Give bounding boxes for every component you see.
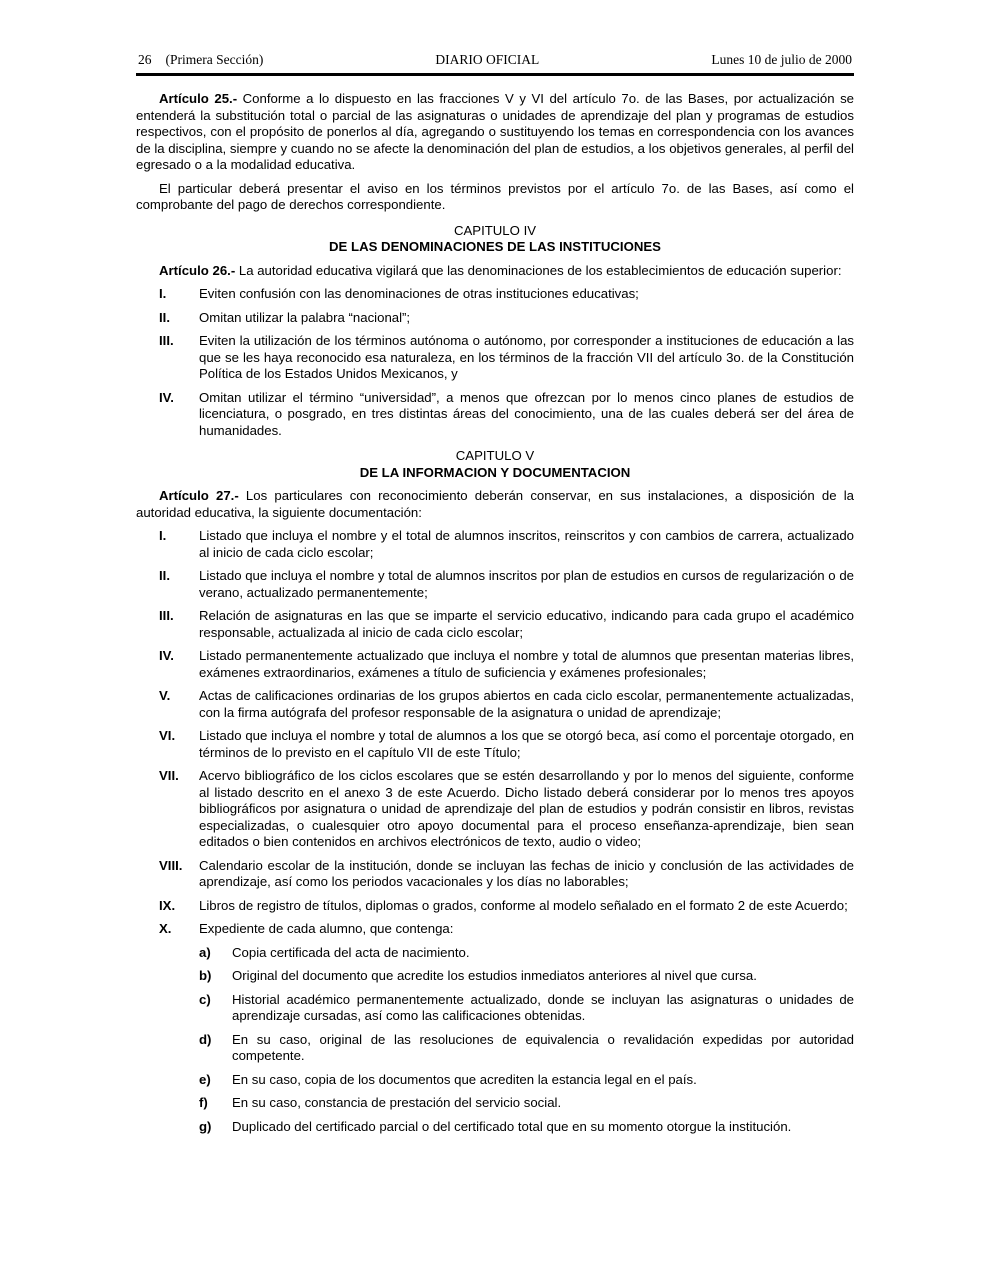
list-item-27-6 xyxy=(159,728,854,761)
sublist-item-text: Duplicado del certificado parcial o del certificado total que en su momento otorgue la institución. xyxy=(232,1118,792,1134)
sublist-item-label: a) xyxy=(199,944,211,960)
list-item-label: III. xyxy=(159,608,174,623)
articulo-26-text: La autoridad educativa vigilará que las denominaciones de los establecimientos de educación superior: xyxy=(238,262,842,278)
sublist-item-text: Copia certificada del acta de nacimiento. xyxy=(232,944,470,960)
sublist-item-b xyxy=(199,968,854,985)
articulo-27-lead: Artículo 27.- xyxy=(159,488,239,503)
articulo-25-text: Conforme a lo dispuesto en las fracciones V y VI del artículo 7o. de las Bases, por actualización se entenderá la substitución total o parcial de las asignaturas o unidades de aprendizaje del plan y programas de estudios respectivos, con el propósito de ponerlos al día, agregando o sustituyendo los temas en correspondencia con los avances de la disciplina, siempre y cuando no se afecte la denominación del plan de estudios, a los objetivos generales, al perfil del egresado o a la modalidad educativa. xyxy=(136,91,854,172)
list-item-text: Omitan utilizar el término “universidad”, a menos que ofrezcan por lo menos cinco planes de estudios de licenciatura, o posgrado, en tres distintas áreas del conocimiento, una de las cuales deberá ser del área de humanidades. xyxy=(199,389,854,438)
document-body xyxy=(136,76,854,1135)
publication-title: DIARIO OFICIAL xyxy=(435,52,540,67)
paragraph-aviso xyxy=(136,181,854,214)
list-item-label: VI. xyxy=(159,728,176,743)
sublist-item-label: d) xyxy=(199,1031,212,1047)
list-item-label: IV. xyxy=(159,648,174,663)
list-item-27-7 xyxy=(159,768,854,851)
chapter-4-title: DE LAS DENOMINACIONES DE LAS INSTITUCIONES xyxy=(329,239,661,254)
sublist-item-label: g) xyxy=(199,1118,212,1134)
sublist-item-text: Original del documento que acredite los estudios inmediatos anteriores al nivel que cursa. xyxy=(232,968,757,983)
paragraph-articulo-27 xyxy=(136,488,854,521)
list-item-label: VIII. xyxy=(159,857,183,873)
list-item-27-10 xyxy=(159,921,854,938)
sublist-item-label: b) xyxy=(199,968,212,983)
list-item-label: IV. xyxy=(159,389,174,405)
list-item-label: VII. xyxy=(159,768,179,783)
list-item-27-1 xyxy=(159,528,854,561)
list-item-label: III. xyxy=(159,333,174,348)
sublist-item-text: En su caso, constancia de prestación del servicio social. xyxy=(232,1095,562,1110)
list-item-27-2 xyxy=(159,568,854,601)
list-item-text: Calendario escolar de la institución, donde se incluyan las fechas de inicio y conclusión de las actividades de aprendizaje, así como los periodos vacacionales y los días no laborables; xyxy=(199,857,854,889)
list-item-text: Libros de registro de títulos, diplomas o grados, conforme al modelo señalado en el formato 2 de este Acuerdo; xyxy=(199,897,848,913)
list-item-label: II. xyxy=(159,568,170,583)
articulo-25-lead: Artículo 25.- xyxy=(159,91,238,106)
list-item-text: Acervo bibliográfico de los ciclos escolares que se estén desarrollando y por lo menos del siguiente, conforme al listado descrito en el anexo 3 de este Acuerdo. Dicho listado deberá considerar por lo menos tres apoyos bibliográficos por asignatura o unidad de aprendizaje del plan de estudios y podrán consistir en libros, revistas especializadas, o cualesquier otro apoyo documental para el proceso enseñanza-aprendizaje, bien sean editados o bien contenidos en archivos electrónicos de texto, audio o video; xyxy=(199,768,854,849)
sublist-item-text: En su caso, original de las resoluciones de equivalencia o revalidación expedidas por autoridad competente. xyxy=(232,1031,854,1063)
sublist-item-label: f) xyxy=(199,1095,208,1110)
chapter-4-number: CAPITULO IV xyxy=(453,222,537,238)
list-item-text: Eviten la utilización de los términos autónoma o autónomo, por corresponder a instituciones de educación a las que se les haya reconocido esa naturaleza, en los términos de la fracción VII del artículo 3o. de la Constitución Política de los Estados Unidos Mexicanos, y xyxy=(199,333,854,381)
chapter-5-title: DE LA INFORMACION Y DOCUMENTACION xyxy=(359,464,631,480)
page-header xyxy=(136,52,854,76)
list-item-text: Omitan utilizar la palabra “nacional”; xyxy=(199,309,411,325)
list-item-27-5 xyxy=(159,688,854,721)
list-item-label: II. xyxy=(159,309,170,325)
section-label: (Primera Sección) xyxy=(165,52,264,67)
list-item-27-3 xyxy=(159,608,854,641)
list-item-26-1 xyxy=(159,286,854,303)
list-item-text: Eviten confusión con las denominaciones de otras instituciones educativas; xyxy=(199,286,639,301)
chapter-4-heading xyxy=(136,223,854,256)
sublist-item-c xyxy=(199,992,854,1025)
list-item-26-3 xyxy=(159,333,854,383)
list-item-26-4 xyxy=(159,390,854,440)
list-item-label: I. xyxy=(159,286,167,301)
list-item-label: X. xyxy=(159,921,172,936)
sublist-item-a xyxy=(199,945,854,962)
list-item-27-9 xyxy=(159,898,854,915)
sublist-item-e xyxy=(199,1072,854,1089)
page-number: 26 xyxy=(138,52,152,67)
list-item-label: I. xyxy=(159,528,167,543)
list-item-text: Listado que incluya el nombre y total de alumnos inscritos por plan de estudios en cursos de regularización o de verano, actualizado permanentemente; xyxy=(199,568,854,600)
list-item-27-4 xyxy=(159,648,854,681)
page-content-area xyxy=(136,0,854,1135)
header-left xyxy=(138,52,263,68)
articulo-27-text: Los particulares con reconocimiento deberán conservar, en sus instalaciones, a disposición de la autoridad educativa, la siguiente documentación: xyxy=(136,488,854,520)
list-item-26-2 xyxy=(159,310,854,327)
list-item-label: V. xyxy=(159,688,171,703)
chapter-5-heading xyxy=(136,448,854,481)
list-item-text: Listado que incluya el nombre y total de alumnos a los que se otorgó beca, así como el porcentaje otorgado, en términos de lo previsto en el capítulo VII de este Título; xyxy=(199,728,854,760)
sublist-item-label: e) xyxy=(199,1071,211,1087)
list-item-text: Relación de asignaturas en las que se imparte el servicio educativo, indicando para cada grupo el académico responsable, actualizada al inicio de cada ciclo escolar; xyxy=(199,608,854,640)
list-item-label: IX. xyxy=(159,897,176,913)
sublist-item-g xyxy=(199,1119,854,1136)
sublist-item-text: En su caso, copia de los documentos que acrediten la estancia legal en el país. xyxy=(232,1071,697,1087)
paragraph-articulo-26 xyxy=(136,263,854,280)
sublist-item-text: Historial académico permanentemente actualizado, donde se incluyan las asignaturas o unidades de aprendizaje cursadas, así como las calificaciones obtenidas. xyxy=(232,991,854,1023)
list-item-text: Listado permanentemente actualizado que incluya el nombre y total de alumnos que presentan materias libres, exámenes extraordinarios, exámenes a título de suficiencia y exámenes profesionales; xyxy=(199,648,854,680)
paragraph-articulo-25 xyxy=(136,91,854,174)
list-item-text: Actas de calificaciones ordinarias de los grupos abiertos en cada ciclo escolar, permanentemente actualizadas, con la firma autógrafa del profesor responsable de la asignatura o unidad de aprendizaje; xyxy=(199,688,854,720)
list-item-text: Expediente de cada alumno, que contenga: xyxy=(199,921,454,936)
publication-date: Lunes 10 de julio de 2000 xyxy=(711,52,852,67)
sublist-item-label: c) xyxy=(199,991,211,1007)
articulo-26-lead: Artículo 26.- xyxy=(159,262,236,278)
list-item-text: Listado que incluya el nombre y el total de alumnos inscritos, reinscritos y con cambios de carrera, actualizado al inicio de cada ciclo escolar; xyxy=(199,528,854,560)
paragraph-aviso-text: El particular deberá presentar el aviso en los términos previstos por el artículo 7o. de las Bases, así como el comprobante del pago de derechos correspondiente. xyxy=(136,180,854,212)
chapter-5-number: CAPITULO V xyxy=(455,448,535,463)
sublist-item-f xyxy=(199,1095,854,1112)
sublist-item-d xyxy=(199,1032,854,1065)
list-item-27-8 xyxy=(159,858,854,891)
